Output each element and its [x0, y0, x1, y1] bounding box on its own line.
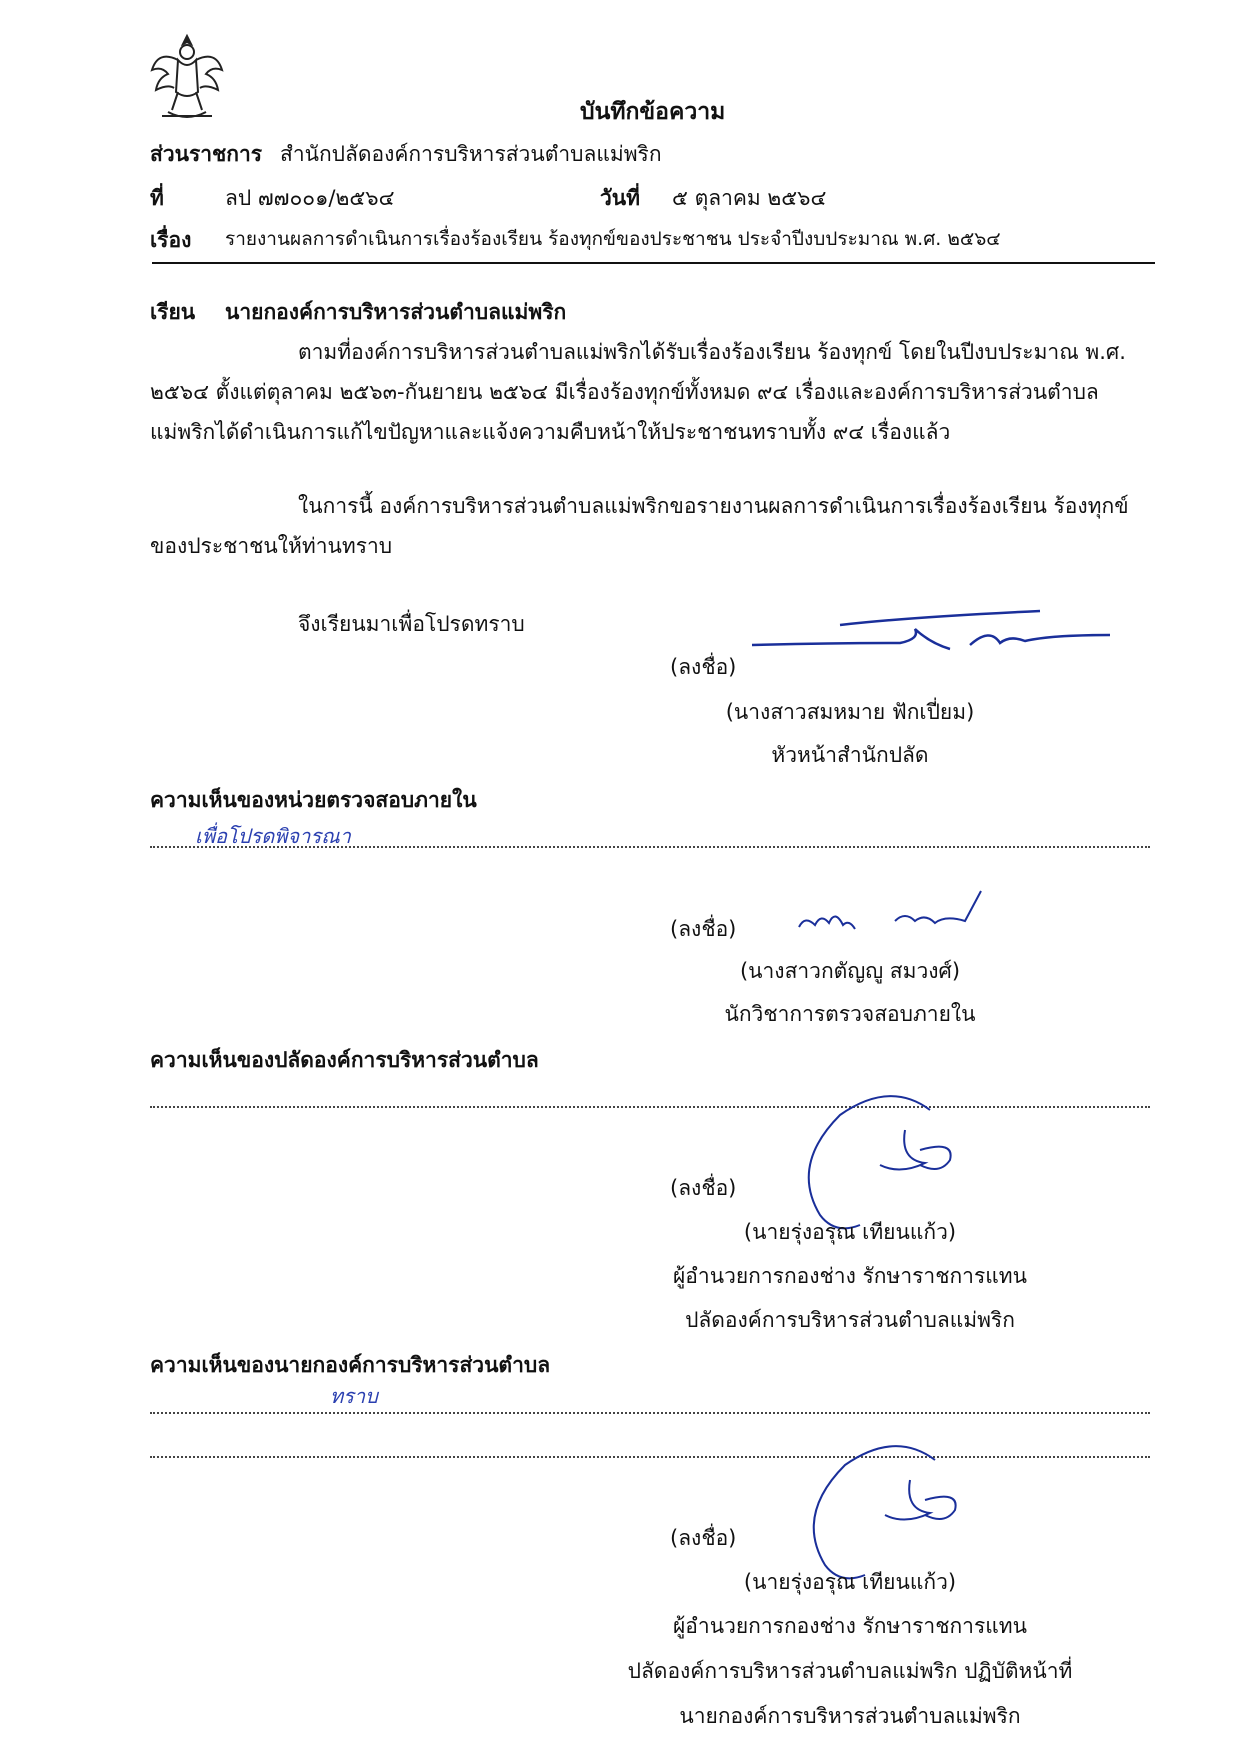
ref-value: ลป ๗๗๐๐๑/๒๕๖๔: [225, 186, 395, 210]
deputy-name: (นายรุ่งอรุณ เทียนแก้ว): [743, 1220, 957, 1244]
mayor-position-line-2: ปลัดองค์การบริหารส่วนตำบลแม่พริก ปฏิบัติหน้าที่: [627, 1659, 1073, 1683]
ref-label: ที่: [150, 186, 164, 210]
deputy-comment-line: [150, 1106, 1150, 1108]
signer1-position: หัวหน้าสำนักปลัด: [771, 743, 929, 767]
deputy-heading: ความเห็นของปลัดองค์การบริหารส่วนตำบล: [150, 1048, 539, 1072]
signature-mayor: [785, 1435, 975, 1585]
to-value: นายกองค์การบริหารส่วนตำบลแม่พริก: [225, 300, 567, 324]
mayor-name: (นายรุ่งอรุณ เทียนแก้ว): [743, 1570, 957, 1594]
to-label: เรียน: [150, 300, 196, 324]
mayor-handwritten-note: ทราบ: [330, 1384, 378, 1408]
header-divider: [152, 262, 1155, 264]
deputy-position-line-2: ปลัดองค์การบริหารส่วนตำบลแม่พริก: [685, 1308, 1015, 1332]
signer1-name: (นางสาวสมหมาย ฟักเปี่ยม): [725, 700, 975, 724]
dept-label: ส่วนราชการ: [150, 142, 263, 166]
signature-deputy: [780, 1085, 970, 1235]
mayor-sign-label: (ลงชื่อ): [670, 1526, 737, 1550]
audit-handwritten-note: เพื่อโปรดพิจารณา: [195, 824, 351, 848]
audit-heading: ความเห็นของหน่วยตรวจสอบภายใน: [150, 788, 477, 812]
signer1-sign-label: (ลงชื่อ): [670, 655, 737, 679]
audit-position: นักวิชาการตรวจสอบภายใน: [724, 1002, 976, 1026]
subject-value: รายงานผลการดำเนินการเรื่องร้องเรียน ร้องทุกข์ของประชาชน ประจำปีงบประมาณ พ.ศ. ๒๕๖๔: [225, 228, 1001, 250]
deputy-position-line-1: ผู้อำนวยการกองช่าง รักษาราชการแทน: [673, 1264, 1027, 1288]
mayor-position-line-3: นายกองค์การบริหารส่วนตำบลแม่พริก: [679, 1704, 1021, 1728]
garuda-emblem-icon: [148, 30, 226, 125]
closing-text: จึงเรียนมาเพื่อโปรดทราบ: [298, 612, 525, 636]
mayor-comment-line-2: [150, 1456, 1150, 1458]
memo-title: บันทึกข้อความ: [580, 99, 726, 125]
date-value: ๕ ตุลาคม ๒๕๖๔: [672, 186, 827, 210]
mayor-position-line-1: ผู้อำนวยการกองช่าง รักษาราชการแทน: [673, 1614, 1027, 1638]
body-paragraph-1: ตามที่องค์การบริหารส่วนตำบลแม่พริกได้รับเรื่องร้องเรียน ร้องทุกข์ โดยในปีงบประมาณ พ.ศ. ๒๕๖๔ ตั้งแต่ตุลาคม ๒๕๖๓-กันยายน ๒๕๖๔ มีเรื่องร้องทุกข์ทั้งหมด ๙๔ เรื่องและองค์การบริหารส่วนตำบลแม่พริกได้ดำเนินการแก้ไขปัญหาและแจ้งความคืบหน้าให้ประชาชนทราบทั้ง ๙๔ เรื่องแล้ว: [150, 340, 1126, 444]
signature-signer1: [750, 605, 1115, 660]
audit-sign-label: (ลงชื่อ): [670, 917, 737, 941]
audit-name: (นางสาวกตัญญู สมวงศ์): [739, 959, 961, 983]
dept-value: สำนักปลัดองค์การบริหารส่วนตำบลแม่พริก: [280, 142, 662, 166]
date-label: วันที่: [600, 186, 640, 210]
body-paragraph-2: ในการนี้ องค์การบริหารส่วนตำบลแม่พริกขอรายงานผลการดำเนินการเรื่องร้องเรียน ร้องทุกข์ของประชาชนให้ท่านทราบ: [150, 494, 1129, 558]
subject-label: เรื่อง: [150, 228, 192, 252]
audit-comment-line: [150, 846, 1150, 848]
mayor-heading: ความเห็นของนายกองค์การบริหารส่วนตำบล: [150, 1353, 551, 1377]
signature-audit: [795, 885, 995, 945]
mayor-comment-line-1: [150, 1412, 1150, 1414]
deputy-sign-label: (ลงชื่อ): [670, 1176, 737, 1200]
